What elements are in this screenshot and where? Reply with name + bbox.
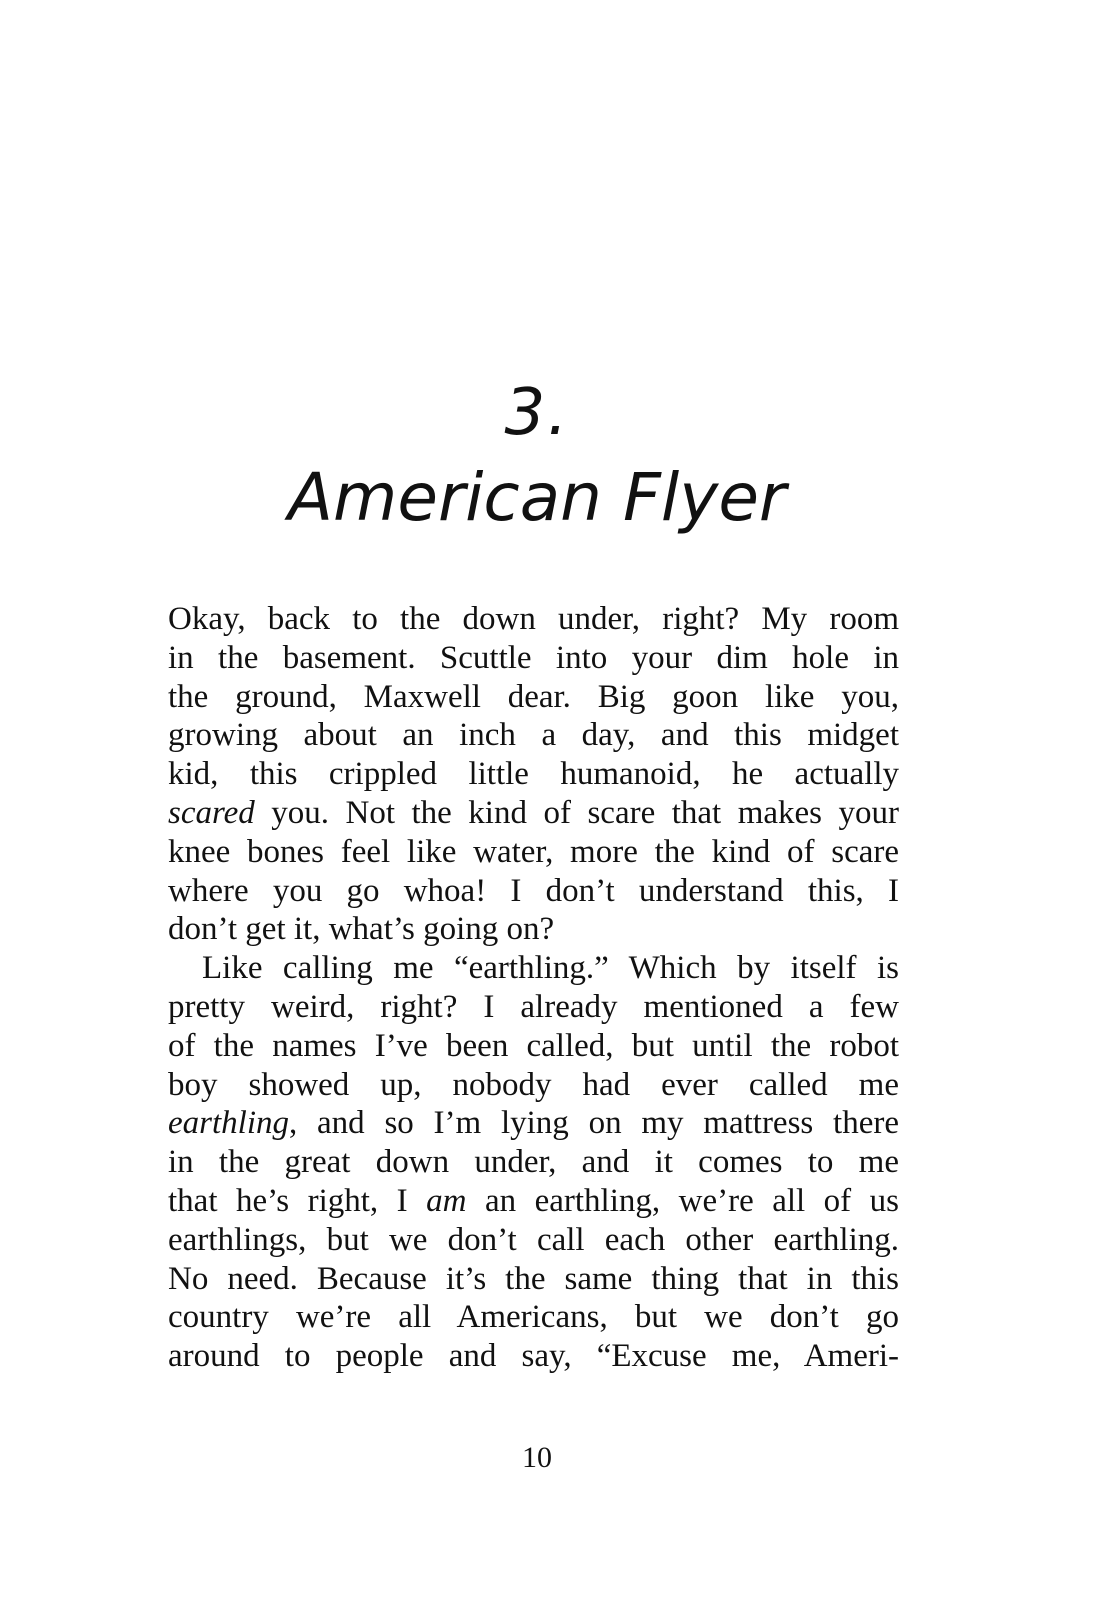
text-line: growing about an inch a day, and this midget bbox=[168, 717, 899, 754]
text-line: of the names I’ve been called, but until the robot bbox=[168, 1027, 899, 1064]
text-line: knee bones feel like water, more the kind of scare bbox=[168, 833, 899, 870]
text-line: country we’re all Americans, but we don’t go bbox=[168, 1299, 899, 1336]
text-line: pretty weird, right? I already mentioned a few bbox=[168, 988, 899, 1025]
text-line: earthlings, but we don’t call each other earthling. bbox=[168, 1221, 899, 1258]
chapter-number: 3. bbox=[504, 376, 570, 450]
text-line: Like calling me “earthling.” Which by itself is bbox=[202, 950, 899, 987]
paragraph bbox=[168, 949, 899, 1376]
text-line: where you go whoa! I don’t understand this, I bbox=[168, 872, 899, 909]
text-line: don’t get it, what’s going on? bbox=[168, 911, 555, 948]
text-line: Okay, back to the down under, right? My room bbox=[168, 601, 899, 637]
text-line: around to people and say, “Excuse me, Ameri- bbox=[168, 1338, 899, 1375]
text-line: in the basement. Scuttle into your dim hole in bbox=[168, 639, 899, 676]
paragraph bbox=[168, 600, 899, 949]
page-number: 10 bbox=[522, 1441, 552, 1474]
text-line: boy showed up, nobody had ever called me bbox=[168, 1066, 899, 1103]
text-line: No need. Because it’s the same thing that in this bbox=[168, 1260, 899, 1297]
text-line: earthling, and so I’m lying on my mattress there bbox=[168, 1105, 899, 1142]
text-line: the ground, Maxwell dear. Big goon like you, bbox=[168, 678, 899, 715]
text-line: scared you. Not the kind of scare that makes your bbox=[168, 794, 899, 831]
chapter-title: American Flyer bbox=[287, 459, 787, 536]
text-line: in the great down under, and it comes to me bbox=[168, 1144, 899, 1181]
body-text bbox=[168, 600, 899, 1376]
text-line: kid, this crippled little humanoid, he actually bbox=[168, 756, 899, 793]
text-line: that he’s right, I am an earthling, we’re all of us bbox=[168, 1182, 899, 1219]
